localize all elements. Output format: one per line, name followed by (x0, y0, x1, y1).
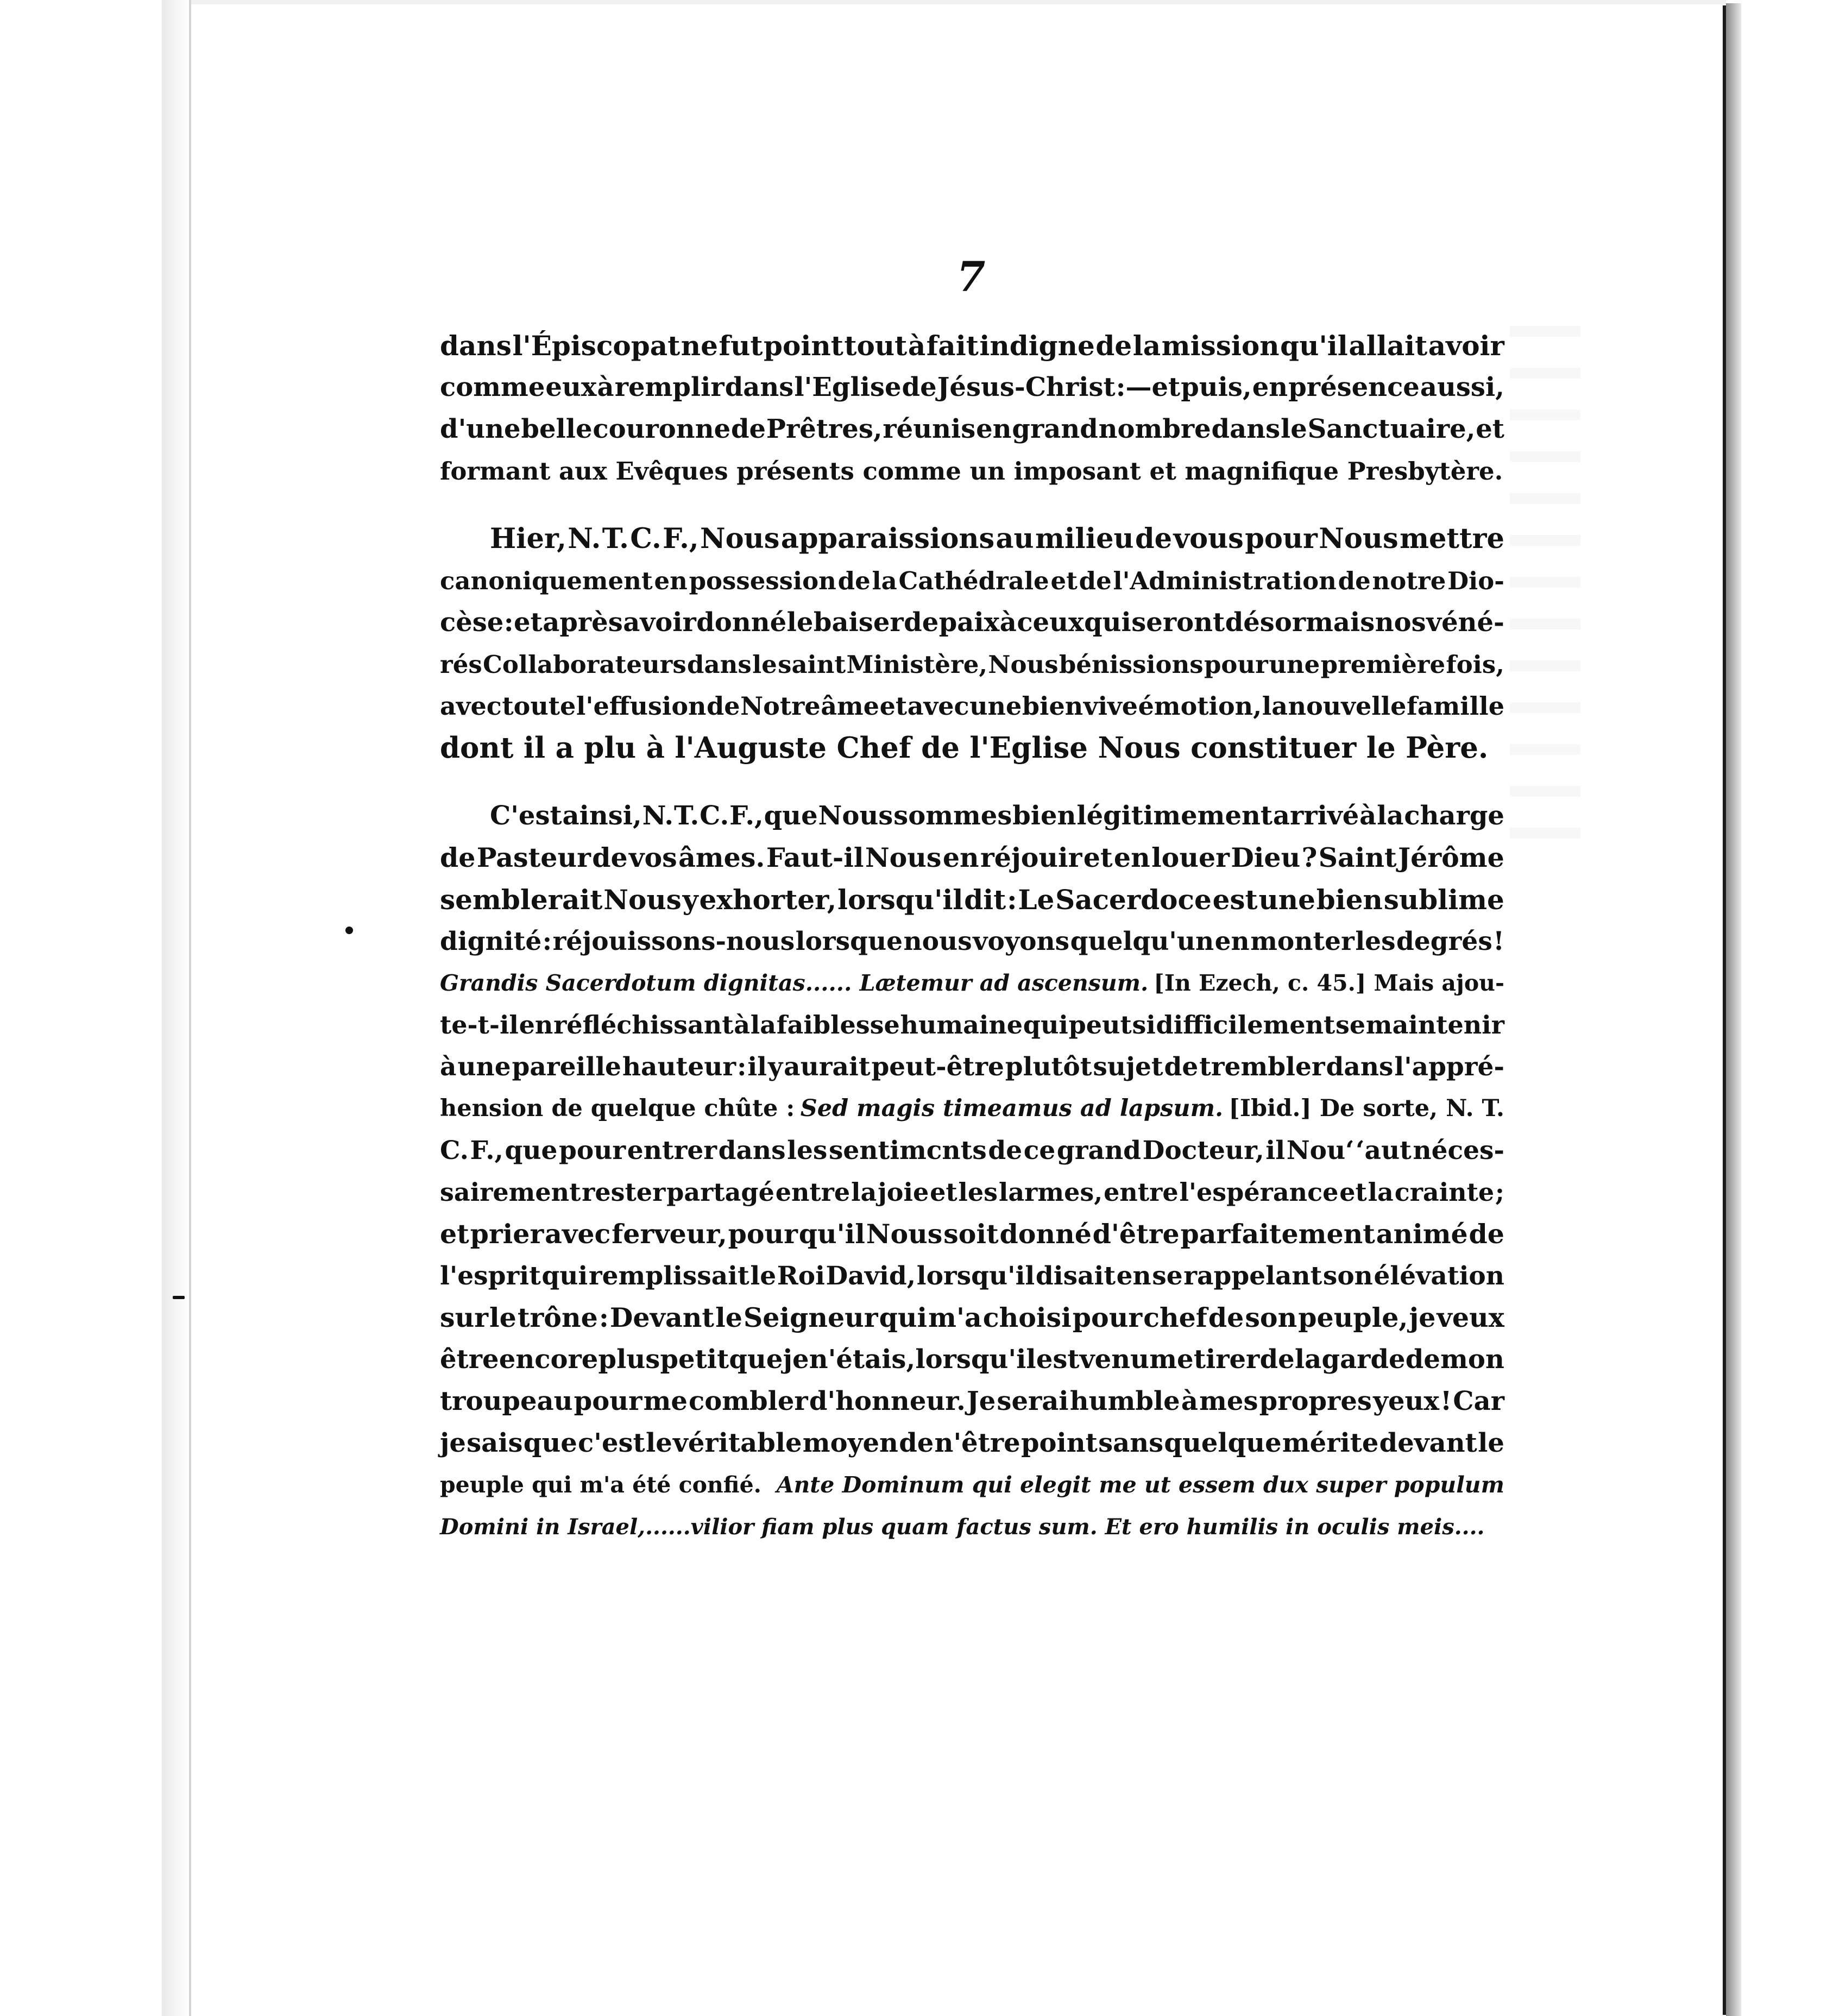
page-number: 7 (956, 253, 986, 301)
show-through-text (1510, 326, 1580, 869)
body-text (440, 325, 1504, 1548)
text-line: semblerait Nous y exhorter, lorsqu'il dit : Le Sacerdoce est une bien sublime (440, 884, 1504, 916)
latin-quote: Domini in Israel,......vilior fiam plus quam factus sum. Et ero humilis in oculis meis.... (440, 1514, 1485, 1540)
text-line: cèse : et après avoir donné le baiser de paix à ceux qui seront désormais nos véné- (440, 607, 1504, 638)
text-line: avec toute l'effusion de Notre âme et avec une bien vive émotion, la nouvelle famille (440, 691, 1504, 721)
text-line: être encore plus petit que je n'étais, lorsqu'il est venu me tirer de la garde de mon (440, 1344, 1504, 1375)
text-line-quote (440, 962, 1504, 1004)
text-line: je sais que c'est le véritable moyen de n'être point sans quelque mérite devant le (440, 1428, 1504, 1458)
text-line: formant aux Evêques présents comme un imposant et magnifique Presbytère. (440, 457, 1503, 486)
text-line-quote (440, 1464, 1504, 1506)
text-line: rés Collaborateurs dans le saint Ministère, Nous bénissions pour une première fois, (440, 650, 1504, 679)
text-line: dans l'Épiscopat ne fut point tout à fait indigne de la mission qu'il allait avoir (440, 330, 1504, 362)
text-line: troupeau pour me combler d'honneur. Je serai humble à mes propres yeux ! Car (440, 1386, 1504, 1416)
page-top-edge (189, 0, 1726, 4)
page-left-edge (189, 0, 191, 2016)
text-line: canoniquement en possession de la Cathédrale et de l'Administration de notre Dio- (440, 566, 1504, 595)
text-line: C'est ainsi, N. T. C. F., que Nous sommes bien légitimement arrivé à la charge (490, 801, 1504, 831)
text-line: dignité : réjouissons-nous lorsque nous voyons quelqu'un en monter les degrés ! (440, 927, 1504, 956)
text-line: à une pareille hauteur : il y aurait peut-être plutôt sujet de trembler dans l'appré- (440, 1052, 1504, 1082)
text-line: comme eux à remplir dans l'Eglise de Jésus-Christ :—et puis, en présence aussi, (440, 372, 1504, 402)
latin-quote: Sed magis timeamus ad lapsum. (800, 1095, 1224, 1122)
text-line: sairement rester partagé entre la joie et les larmes, entre l'espérance et la crainte ; (440, 1177, 1504, 1207)
page-left-gutter (162, 0, 189, 2016)
citation: [Ibid.] De sorte, N. T. (1228, 1095, 1504, 1122)
text-line-quote (440, 1506, 1504, 1548)
text-line: C. F., que pour entrer dans les sentimcnts de ce grand Docteur, il Nou‘ ‘aut néces- (440, 1136, 1504, 1166)
page-right-shadow (1726, 3, 1741, 2016)
text-line: dont il a plu à l'Auguste Chef de l'Eglise Nous constituer le Père. (440, 731, 1489, 765)
text-line: de Pasteur de vos âmes. Faut-il Nous en réjouir et en louer Dieu ? Saint Jérôme (440, 842, 1504, 873)
text-line: te-t-il en réfléchissant à la faiblesse humaine qui peut si difficilement se maintenir (440, 1010, 1504, 1040)
text-segment: peuple qui m'a été confié. (440, 1472, 761, 1498)
text-segment: hension de quelque chûte : (440, 1095, 795, 1122)
text-line-quote (440, 1088, 1504, 1130)
text-line: l'esprit qui remplissait le Roi David, lorsqu'il disait en se rappelant son élévation (440, 1261, 1504, 1291)
ink-tick (173, 1296, 185, 1299)
text-line: et prier avec ferveur, pour qu'il Nous soit donné d'être parfaitement animé de (440, 1218, 1504, 1250)
ink-dot (345, 927, 353, 934)
text-line: d'une belle couronne de Prêtres, réunis en grand nombre dans le Sanctuaire, et (440, 414, 1504, 444)
text-line: sur le trône : Devant le Seigneur qui m'a choisi pour chef de son peuple, je veux (440, 1302, 1504, 1333)
latin-quote: Ante Dominum qui elegit me ut essem dux super populum (776, 1472, 1504, 1498)
citation: [In Ezech, c. 45.] Mais ajou- (1154, 970, 1504, 996)
latin-quote: Grandis Sacerdotum dignitas...... Lætemur ad ascensum. (440, 970, 1149, 996)
text-line: Hier, N. T. C. F., Nous apparaissions au milieu de vous pour Nous mettre (490, 522, 1504, 555)
